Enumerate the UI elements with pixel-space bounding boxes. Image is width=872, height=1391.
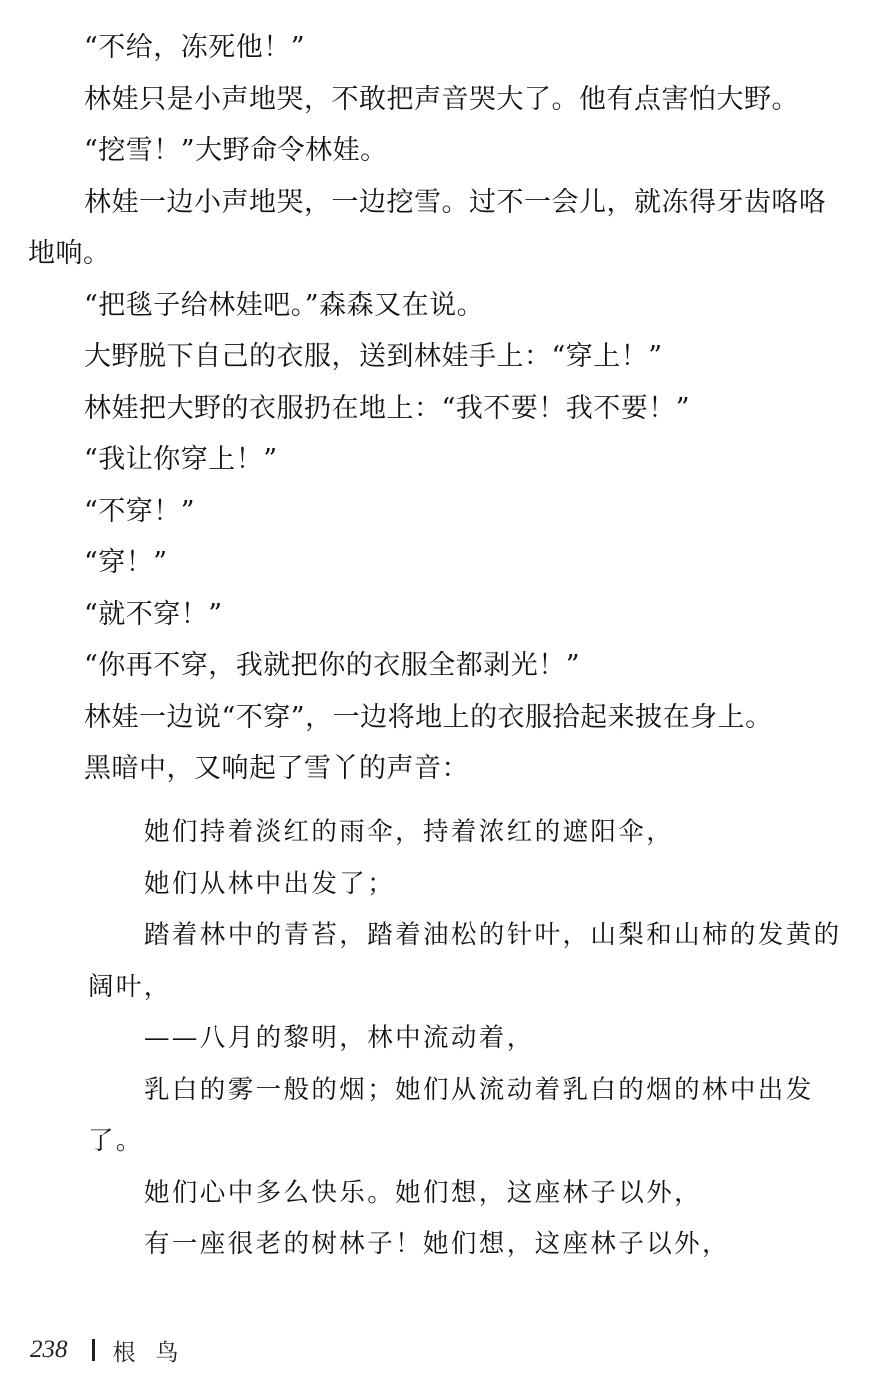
paragraph: “就不穿！”	[84, 598, 223, 630]
paragraph: 林娃只是小声地哭，不敢把声音哭大了。他有点害怕大野。	[84, 83, 799, 115]
poem-line: 乳白的雾一般的烟；她们从流动着乳白的烟的林中出发了。	[88, 1074, 814, 1156]
paragraph: 林娃把大野的衣服扔在地上：“我不要！我不要！”	[84, 392, 691, 424]
paragraph: 林娃一边小声地哭，一边挖雪。过不一会儿，就冻得牙齿咯咯地响。	[28, 186, 827, 269]
poem-line: 她们持着淡红的雨伞，持着浓红的遮阳伞，	[144, 817, 675, 847]
page-number: 238	[30, 1336, 68, 1363]
poem-line: 有一座很老的树林子！她们想，这座林子以外，	[144, 1229, 730, 1259]
poem-line: 她们心中多么快乐。她们想，这座林子以外，	[144, 1177, 703, 1208]
paragraph: 林娃一边说“不穿”，一边将地上的衣服拾起来披在身上。	[84, 701, 773, 733]
paragraph: “把毯子给林娃吧。”森森又在说。	[84, 289, 485, 321]
paragraph: “挖雪！”大野命令林娃。	[84, 135, 388, 166]
poem-line: 她们从林中出发了；	[144, 868, 396, 899]
paragraph: “不给，冻死他！”	[84, 32, 306, 63]
footer-divider	[92, 1339, 95, 1361]
poem-line: ——八月的黎明，林中流动着，	[144, 1023, 535, 1053]
poem-line: 踏着林中的青苔，踏着油松的针叶，山梨和山柿的发黄的阔叶，	[88, 920, 842, 1002]
running-title: 根鸟	[112, 1339, 199, 1366]
page-footer	[30, 1330, 199, 1370]
paragraph: 黑暗中，又响起了雪丫的声音：	[84, 753, 469, 784]
quoted-poem	[88, 807, 844, 1271]
paragraph: “不穿！”	[84, 495, 196, 527]
paragraph: 大野脱下自己的衣服，送到林娃手上：“穿上！”	[84, 341, 663, 372]
paragraph: “穿！”	[84, 547, 168, 578]
paragraph: “你再不穿，我就把你的衣服全都剥光！”	[84, 650, 581, 681]
prose-text	[28, 22, 846, 795]
paragraph: “我让你穿上！”	[84, 444, 278, 475]
